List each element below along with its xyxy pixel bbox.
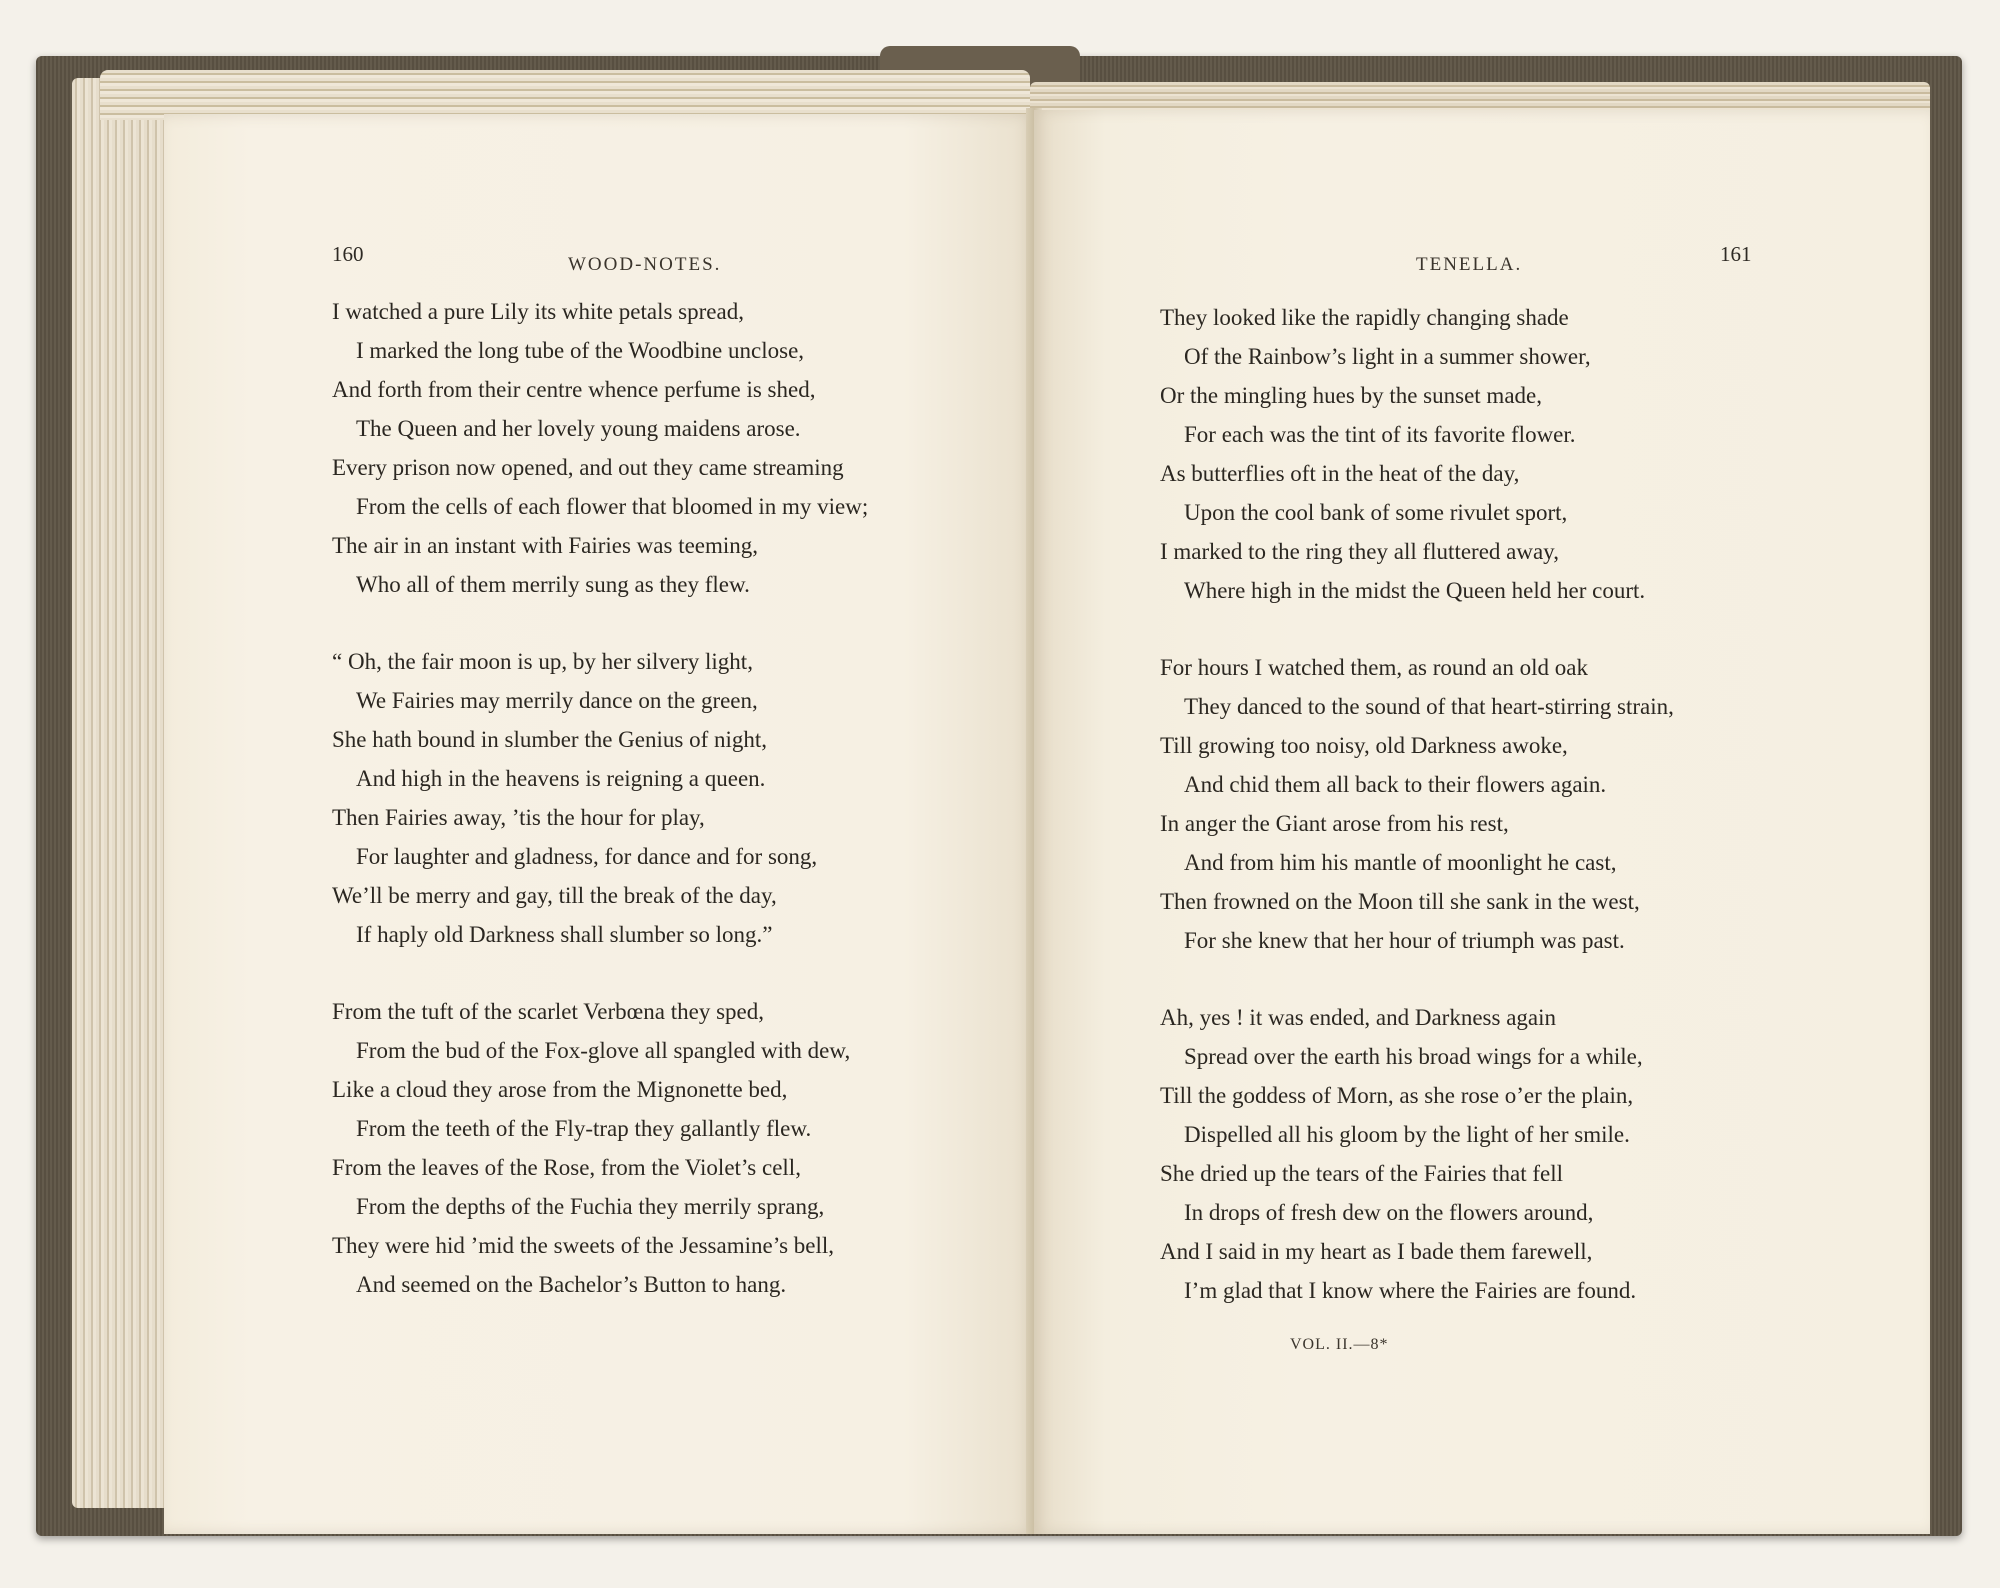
verse-line: Who all of them merrily sung as they flew. xyxy=(356,572,750,597)
verse-line: We Fairies may merrily dance on the green, xyxy=(356,688,758,713)
verse-line: Where high in the midst the Queen held her court. xyxy=(1184,578,1646,603)
verse-line: Till the goddess of Morn, as she rose o’er the plain, xyxy=(1160,1083,1634,1108)
verse-line: Upon the cool bank of some rivulet sport, xyxy=(1184,500,1568,525)
verse-line: And chid them all back to their flowers again. xyxy=(1184,772,1607,797)
verse-line: “ Oh, the fair moon is up, by her silvery light, xyxy=(332,649,753,674)
verse-line: For laughter and gladness, for dance and for song, xyxy=(356,844,818,869)
verse-line: And from him his mantle of moonlight he cast, xyxy=(1184,850,1617,875)
stanza xyxy=(1160,298,1674,610)
left-page xyxy=(164,114,1034,1534)
stanza xyxy=(332,642,868,954)
verse-line: From the bud of the Fox-glove all spangled with dew, xyxy=(356,1038,851,1063)
right-page-number: 161 xyxy=(1720,242,1752,266)
stanza xyxy=(332,992,868,1304)
verse-line: The air in an instant with Fairies was teeming, xyxy=(332,533,759,558)
verse-line: She hath bound in slumber the Genius of night, xyxy=(332,727,768,752)
verse-line: From the depths of the Fuchia they merrily sprang, xyxy=(356,1194,825,1219)
verse-line: I watched a pure Lily its white petals spread, xyxy=(332,299,744,324)
verse-line: Spread over the earth his broad wings for a while, xyxy=(1184,1044,1643,1069)
verse-line: Ah, yes ! it was ended, and Darkness again xyxy=(1160,1005,1556,1030)
verse-line: For each was the tint of its favorite flower. xyxy=(1184,422,1576,447)
verse-line: From the tuft of the scarlet Verbœna they sped, xyxy=(332,999,764,1024)
right-running-head: TENELLA. xyxy=(1416,254,1523,275)
left-verse xyxy=(332,292,868,1342)
verse-line: I marked the long tube of the Woodbine unclose, xyxy=(356,338,805,363)
verse-line: Or the mingling hues by the sunset made, xyxy=(1160,383,1542,408)
stanza xyxy=(1160,648,1674,960)
right-page xyxy=(1034,110,1930,1534)
right-verse xyxy=(1160,298,1674,1348)
verse-line: For she knew that her hour of triumph was past. xyxy=(1184,928,1625,953)
stanza xyxy=(332,292,868,604)
verse-line: They danced to the sound of that heart-stirring strain, xyxy=(1184,694,1674,719)
verse-line: The Queen and her lovely young maidens arose. xyxy=(356,416,801,441)
verse-line: Then Fairies away, ’tis the hour for play, xyxy=(332,805,705,830)
left-page-number: 160 xyxy=(332,242,364,266)
verse-line: From the teeth of the Fly-trap they gallantly flew. xyxy=(356,1116,812,1141)
page-edges-top-left xyxy=(100,70,1030,120)
stanza xyxy=(1160,998,1674,1310)
verse-line: Of the Rainbow’s light in a summer shower, xyxy=(1184,344,1591,369)
verse-line: For hours I watched them, as round an old oak xyxy=(1160,655,1588,680)
verse-line: Dispelled all his gloom by the light of her smile. xyxy=(1184,1122,1630,1147)
verse-line: They looked like the rapidly changing shade xyxy=(1160,305,1569,330)
verse-line: From the cells of each flower that bloomed in my view; xyxy=(356,494,869,519)
verse-line: I’m glad that I know where the Fairies are found. xyxy=(1184,1278,1637,1303)
verse-line: They were hid ’mid the sweets of the Jessamine’s bell, xyxy=(332,1233,835,1258)
verse-line: And I said in my heart as I bade them farewell, xyxy=(1160,1239,1593,1264)
left-running-head: WOOD-NOTES. xyxy=(568,254,722,275)
verse-line: And seemed on the Bachelor’s Button to hang. xyxy=(356,1272,787,1297)
verse-line: Till growing too noisy, old Darkness awoke, xyxy=(1160,733,1568,758)
verse-line: She dried up the tears of the Fairies that fell xyxy=(1160,1161,1564,1186)
signature-mark: VOL. II.—8* xyxy=(1290,1336,1389,1353)
verse-line: I marked to the ring they all fluttered away, xyxy=(1160,539,1559,564)
verse-line: Then frowned on the Moon till she sank in the west, xyxy=(1160,889,1640,914)
verse-line: And forth from their centre whence perfume is shed, xyxy=(332,377,816,402)
verse-line: In drops of fresh dew on the flowers around, xyxy=(1184,1200,1594,1225)
verse-line: We’ll be merry and gay, till the break of the day, xyxy=(332,883,777,908)
verse-line: If haply old Darkness shall slumber so long.” xyxy=(356,922,773,947)
verse-line: And high in the heavens is reigning a queen. xyxy=(356,766,766,791)
verse-line: As butterflies oft in the heat of the day, xyxy=(1160,461,1520,486)
verse-line: In anger the Giant arose from his rest, xyxy=(1160,811,1509,836)
verse-line: From the leaves of the Rose, from the Violet’s cell, xyxy=(332,1155,801,1180)
verse-line: Every prison now opened, and out they came streaming xyxy=(332,455,844,480)
verse-line: Like a cloud they arose from the Mignonette bed, xyxy=(332,1077,788,1102)
